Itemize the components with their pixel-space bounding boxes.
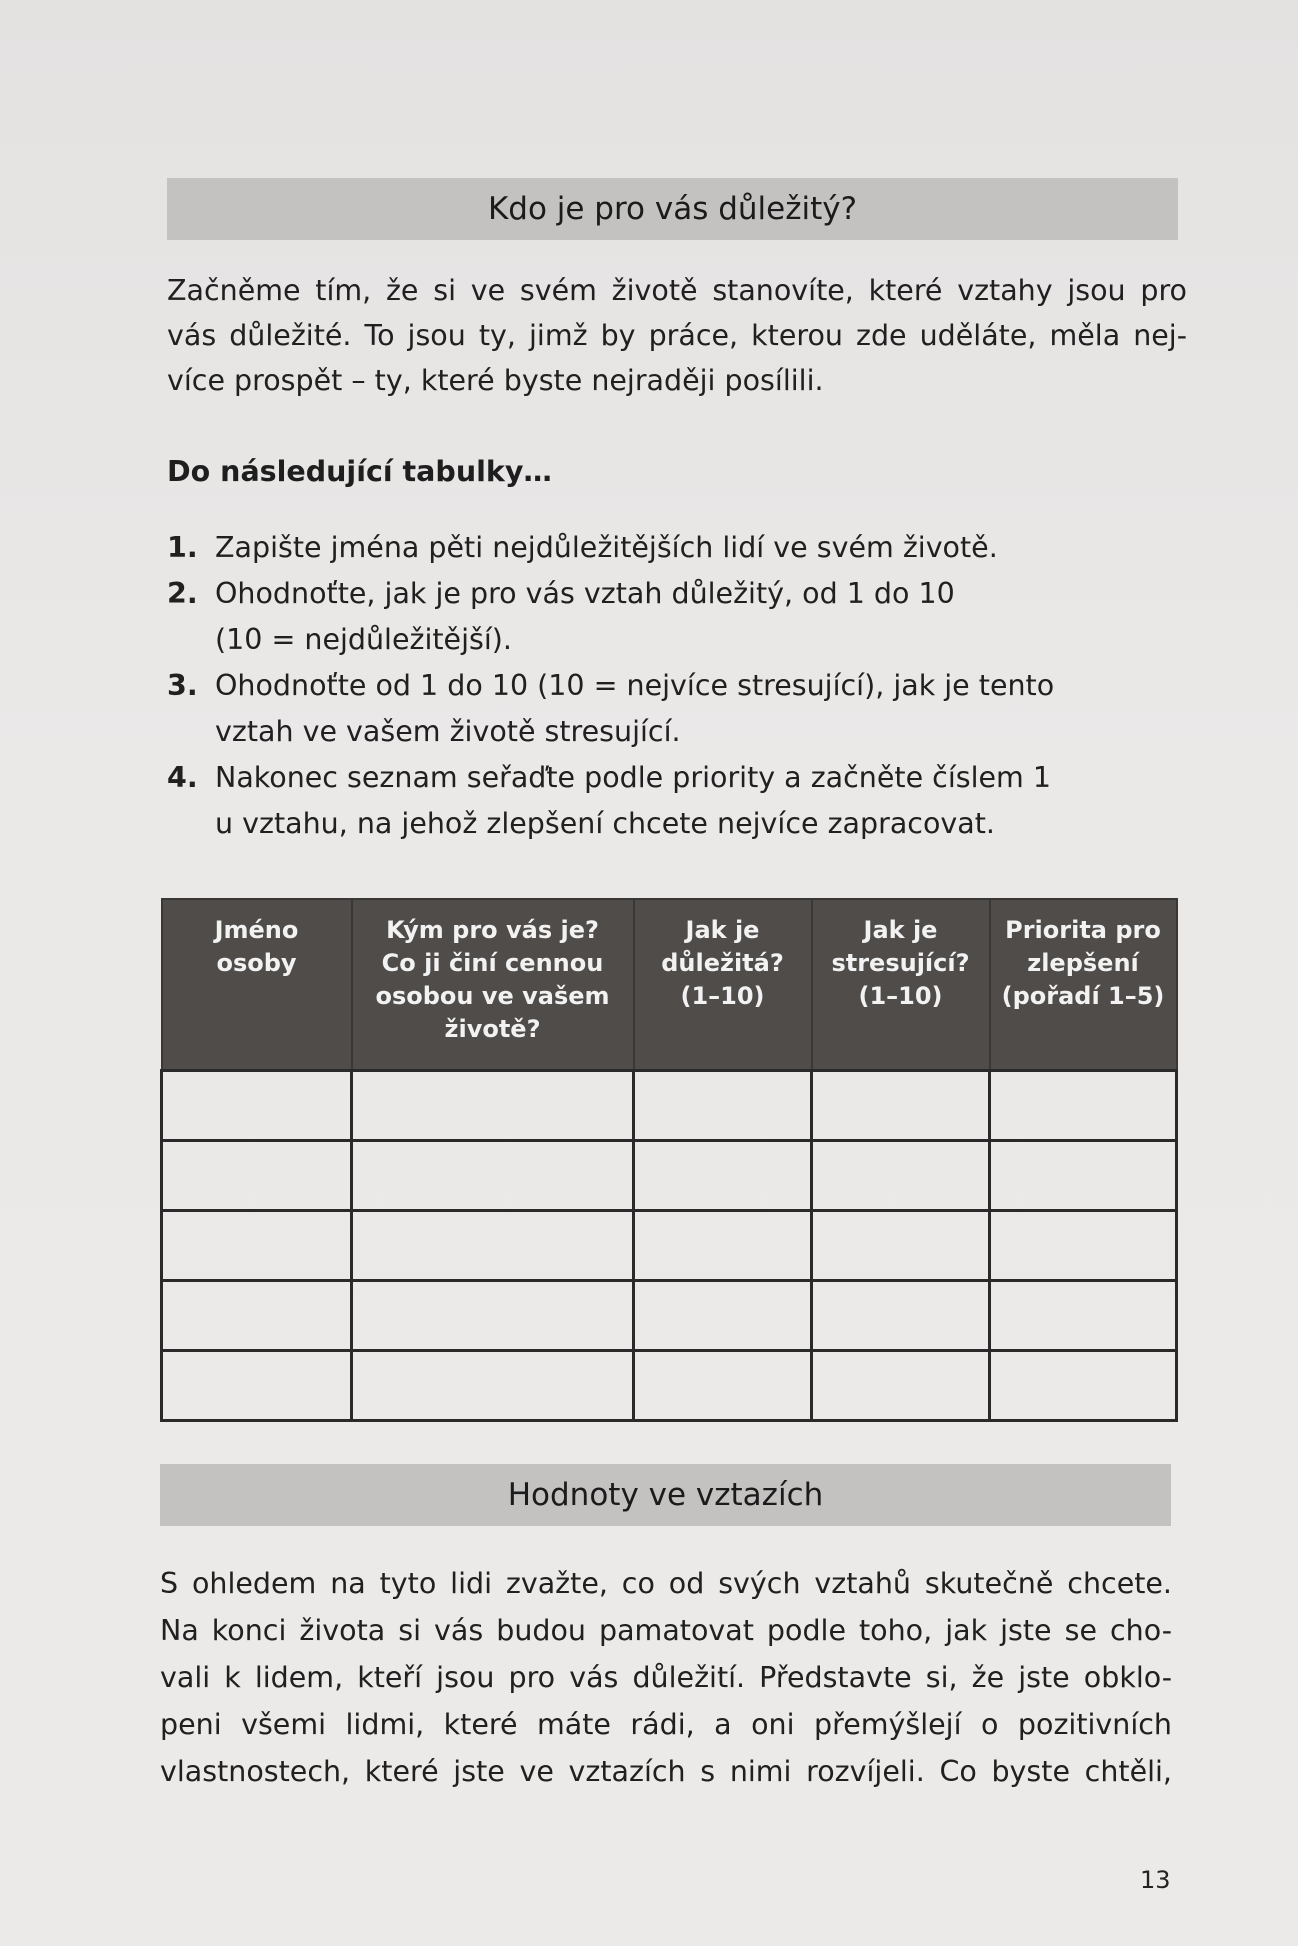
table-row [162, 1211, 1177, 1281]
table-cell[interactable] [352, 1071, 634, 1141]
header-line: osobou ve vašem [375, 982, 610, 1010]
table-header-row [162, 899, 1177, 1071]
table-row [162, 1351, 1177, 1421]
section-title: Hodnoty ve vztazích [507, 1477, 824, 1513]
table-cell[interactable] [990, 1211, 1177, 1281]
header-line: Jak je [685, 916, 760, 944]
text-line: S ohledem na tyto lidi zvažte, co od svých vztahů skutečně chcete. [160, 1567, 1172, 1600]
table-cell[interactable] [162, 1351, 352, 1421]
step-text: u vztahu, na jehož zlepšení chcete nejvíce zapracovat. [215, 807, 995, 840]
page-number: 13 [1140, 1866, 1171, 1894]
column-header-role [352, 899, 634, 1071]
header-line: Jak je [863, 916, 938, 944]
step-number: 1. [167, 531, 198, 564]
header-line: důležitá? [661, 949, 784, 977]
header-line: stresující? [831, 949, 970, 977]
step-text: (10 = nejdůležitější). [215, 623, 512, 656]
table-cell[interactable] [352, 1141, 634, 1211]
text-line: více prospět – ty, které byste nejraději posílili. [167, 364, 824, 397]
step-text: Ohodnoťte od 1 do 10 (10 = nejvíce stresující), jak je tento [215, 669, 1055, 702]
text-line: Na konci života si vás budou pamatovat podle toho, jak jste se cho- [160, 1614, 1172, 1647]
header-line: životě? [444, 1015, 541, 1043]
table-cell[interactable] [812, 1141, 990, 1211]
table-cell[interactable] [990, 1071, 1177, 1141]
table-cell[interactable] [990, 1351, 1177, 1421]
table-cell[interactable] [634, 1071, 812, 1141]
step-number: 4. [167, 761, 198, 794]
header-line: Priorita pro [1005, 916, 1161, 944]
table-cell[interactable] [352, 1351, 634, 1421]
text-line: Začněme tím, že si ve svém životě stanovíte, které vztahy jsou pro [167, 274, 1187, 307]
header-line: (pořadí 1–5) [1001, 982, 1165, 1010]
header-line: (1–10) [680, 982, 765, 1010]
text-line: peni všemi lidmi, které máte rádi, a oni přemýšlejí o pozitivních [160, 1708, 1172, 1741]
intro-paragraph [167, 268, 1187, 403]
table-cell[interactable] [990, 1281, 1177, 1351]
header-line: Co ji činí cennou [381, 949, 604, 977]
table-cell[interactable] [162, 1071, 352, 1141]
instruction-item [167, 663, 1177, 755]
instruction-list [167, 525, 1177, 847]
step-text: Ohodnoťte, jak je pro vás vztah důležitý, od 1 do 10 [215, 577, 955, 610]
relationships-table [160, 898, 1178, 1422]
table-cell[interactable] [812, 1211, 990, 1281]
section-heading-bar [167, 178, 1178, 240]
step-text: vztah ve vašem životě stresující. [215, 715, 681, 748]
table-cell[interactable] [162, 1141, 352, 1211]
values-paragraph [160, 1560, 1172, 1795]
step-number: 2. [167, 577, 198, 610]
table-row [162, 1281, 1177, 1351]
header-line: Jméno [214, 916, 299, 944]
header-line: osoby [216, 949, 297, 977]
table-cell[interactable] [990, 1141, 1177, 1211]
header-line: zlepšení [1027, 949, 1139, 977]
table-cell[interactable] [634, 1281, 812, 1351]
table-cell[interactable] [162, 1281, 352, 1351]
text-line: vás důležité. To jsou ty, jimž by práce, kterou zde uděláte, měla nej- [167, 319, 1187, 352]
section-title: Kdo je pro vás důležitý? [487, 191, 858, 227]
table-cell[interactable] [634, 1351, 812, 1421]
table-cell[interactable] [352, 1211, 634, 1281]
table-cell[interactable] [162, 1211, 352, 1281]
header-line: Kým pro vás je? [386, 916, 599, 944]
table-row [162, 1141, 1177, 1211]
column-header-stress [812, 899, 990, 1071]
table-row [162, 1071, 1177, 1141]
section-heading-bar [160, 1464, 1171, 1526]
table-cell[interactable] [812, 1281, 990, 1351]
table-cell[interactable] [812, 1351, 990, 1421]
column-header-priority [990, 899, 1177, 1071]
table-cell[interactable] [812, 1071, 990, 1141]
column-header-name [162, 899, 352, 1071]
step-text: Zapište jména pěti nejdůležitějších lidí ve svém životě. [215, 531, 998, 564]
instructions-subheading: Do následující tabulky… [167, 455, 552, 488]
instruction-item [167, 571, 1177, 663]
step-number: 3. [167, 669, 198, 702]
column-header-importance [634, 899, 812, 1071]
step-text: Nakonec seznam seřaďte podle priority a začněte číslem 1 [215, 761, 1052, 794]
header-line: (1–10) [858, 982, 943, 1010]
table-cell[interactable] [634, 1211, 812, 1281]
instruction-item [167, 755, 1177, 847]
instruction-item [167, 525, 1177, 571]
table-cell[interactable] [634, 1141, 812, 1211]
text-line: vlastnostech, které jste ve vztazích s nimi rozvíjeli. Co byste chtěli, [160, 1755, 1172, 1788]
table-cell[interactable] [352, 1281, 634, 1351]
text-line: vali k lidem, kteří jsou pro vás důležití. Představte si, že jste obklo- [160, 1661, 1172, 1694]
